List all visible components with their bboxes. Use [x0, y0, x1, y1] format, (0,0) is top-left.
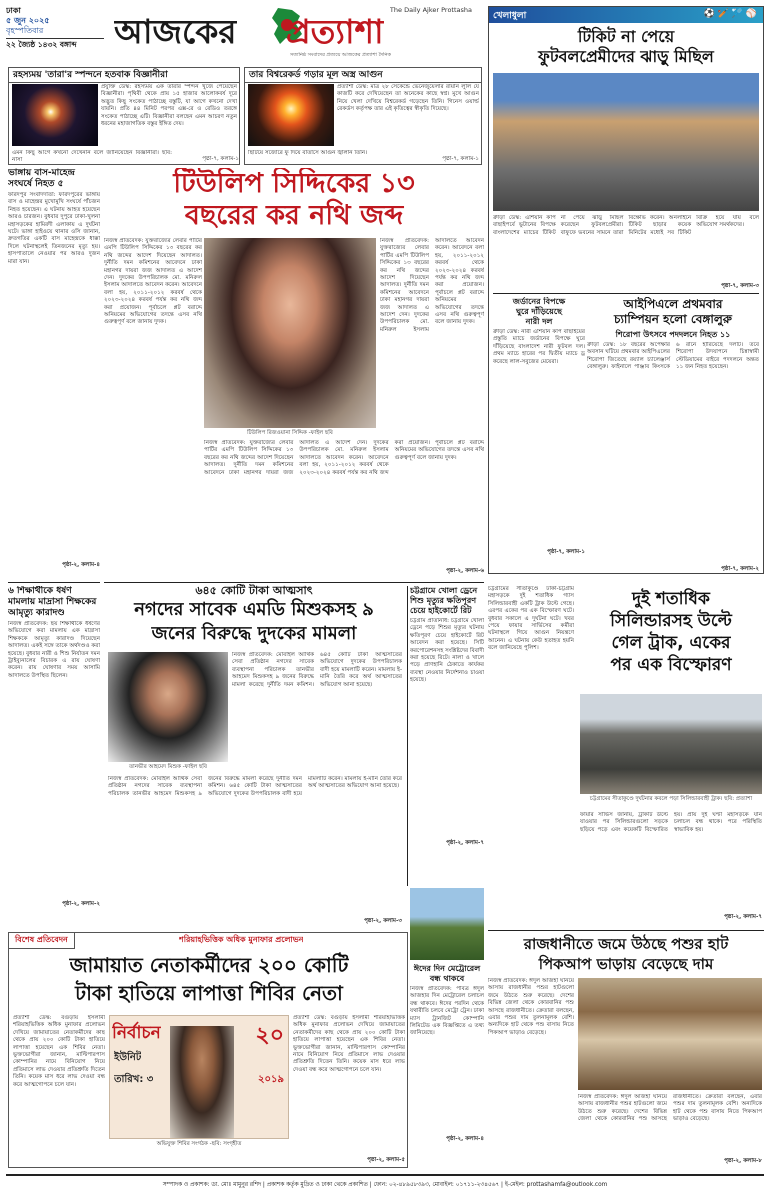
train-divider [407, 586, 408, 886]
truck-headline-line3: গেল ট্রাক, একের [611, 633, 731, 653]
weekday: বৃহস্পতিবার [6, 26, 44, 35]
logo-part2: প্রত্যাশা [286, 12, 384, 51]
jordan-jump: পৃষ্ঠা-৭, কলাম-১ [547, 549, 585, 555]
mishuk-photo [108, 652, 228, 762]
special-kicker: শরিয়াহভিত্তিক অধিক মুনাফার প্রলোভন [179, 935, 304, 944]
special-report [8, 932, 408, 1168]
logo [114, 6, 476, 60]
train-jump: পৃষ্ঠা-২, কলাম-৭ [446, 840, 484, 846]
ipl-subtitle: শিরোপা উৎসবে পদদলনে নিহত ১১ [615, 330, 731, 339]
lead-headline [104, 168, 484, 232]
logo-english: The Daily Ajker Prottasha [389, 6, 472, 14]
mid-story [104, 584, 404, 928]
top-left-story [8, 67, 240, 165]
top-mid-jump: পৃষ্ঠা-৭, কলাম-১ [442, 156, 479, 162]
date-bangla: ২২ জ্যৈষ্ঠ ১৪৩২ বঙ্গাব্দ [6, 38, 104, 50]
ipl-body: ক্রীড়া ডেস্ক: ১৮ বছরের অপেক্ষার অবসান ঘটিয়ে প্রথমবার আইপিএলের শিরোপা জিতেছে রয়্যাল চ্যালেঞ্জার্স বেঙ্গালুরু। ফাইনালে পাঞ্জাব কিংসকে ৬ রানে হারিয়েছে দলটি। তবে শিরোপা উদযাপনে চিন্নাস্বামী স্টেডিয়ামের বাইরে পদদলনে অন্তত ১১ জন নিহত হয়েছেন। [587, 342, 759, 371]
cattle-headline-line2: পিকআপ ভাড়ায় বেড়েছে দাম [538, 955, 714, 973]
left-story-2-title: ৬ শিক্ষার্থীকে ধর্ষণ মামলায় মাদ্রাসা শিক্ষকের আমৃত্যু কারাদণ্ড [8, 586, 97, 618]
eid-metro-jump: পৃষ্ঠা-২, কলাম-৪ [446, 1136, 484, 1142]
ipl-title-line1: আইপিএলে প্রথমবার [623, 297, 723, 311]
top-mid-caption: ছিটিয়ে সজোরে ফুঁ দিয়ে বাতাসে আগুন জ্বালান তিনি। [248, 150, 368, 156]
jordan-title-line3: নারী দল [525, 317, 553, 326]
truck-body-bottom: ফায়ার সার্ভিস জানায়, ট্রাকটি উল্টে যাওয়ার পর সিলিন্ডারগুলো সড়কে ছড়িয়ে পড়ে এবং কয়েকটি বিস্ফোরিত হয়। প্রায় দুই ঘণ্টা মহাসড়কে যান চলাচল বন্ধ থাকে। পরে পরিস্থিতি স্বাভাবিক হয়। [580, 812, 762, 833]
footer-rule [6, 1174, 764, 1176]
ipl-title-line2: চ্যাম্পিয়ন হলো বেঙ্গালুরু [613, 312, 733, 326]
fire-photo [248, 84, 334, 146]
jordan-title-line2: ঘুরে দাঁড়িয়েছে [516, 307, 562, 316]
eid-metro-story [410, 964, 484, 1166]
cattle-body-bottom: নিজস্ব প্রতিবেদক: ঈদুল আজহা ঘনিয়ে আসায় রাজধানীর পশুর হাটগুলো জমে উঠতে শুরু করেছে। দেশের বিভিন্ন জেলা থেকে কোরবানির পশু আসছে রাজধানীতে। ক্রেতারা বলছেন, এবার পশুর দাম তুলনামূলক বেশি। অন্যদিকে হাট থেকে পশু বাসায় নিতে পিকআপ ভাড়াও বেড়েছে। [578, 1094, 762, 1123]
left-story-1-jump: পৃষ্ঠা-২, কলাম-৪ [62, 562, 100, 568]
mid-headline-line2: জনের বিরুদ্ধে দুদকের মামলা [151, 623, 357, 644]
sports-title-line2: ফুটবলপ্রেমীদের ঝাড়ু মিছিল [538, 47, 714, 66]
sports-banner [489, 7, 763, 23]
left-divider [8, 582, 100, 583]
poster-man-photo [170, 1026, 234, 1138]
mid-body-bottom: নিজস্ব প্রতিবেদক: মোবাইল আর্থিক সেবা প্রতিষ্ঠান নগদের সাবেক ব্যবস্থাপনা পরিচালক তানভীর আহমেদ মিশুকসহ ৯ জনের বিরুদ্ধে মামলা করেছে দুর্নীতি দমন কমিশন। ৬৪৫ কোটি টাকা আত্মসাতের অভিযোগে দুদকের উপপরিচালক বাদী হয়ে মামলাটি করেন। মামলায় ই-মানি তৈরি করে অর্থ আত্মসাতের অভিযোগ আনা হয়েছে। [108, 776, 402, 797]
poster-text-1: নির্বাচন [112, 1023, 161, 1043]
truck-body-left: চট্টগ্রামের সীতাকুণ্ডে ঢাকা-চট্টগ্রাম মহাসড়কে দুই শতাধিক গ্যাস সিলিন্ডারবাহী একটি ট্রাক উল্টে গেছে। এরপর একের পর এক বিস্ফোরণ ঘটে। বুধবার সকালে এ দুর্ঘটনা ঘটে। খবর পেয়ে ফায়ার সার্ভিসের কর্মীরা ঘটনাস্থলে গিয়ে আগুন নিয়ন্ত্রণে আনেন। এ ঘটনায় কেউ হতাহত হয়নি বলে জানিয়েছে পুলিশ। [488, 586, 574, 652]
truck-photo [580, 694, 762, 794]
train-story [410, 586, 484, 882]
mid-divider [104, 582, 484, 583]
special-body-right: প্রত্যাশা ডেস্ক: বগুড়ায় ইসলামী শরিয়াহভিত্তিক অধিক মুনাফার প্রলোভন দেখিয়ে জামায়াতের নেতাকর্মীদের কাছ থেকে প্রায় ২০০ কোটি টাকা হাতিয়ে লাপাত্তা হয়েছেন এক শিবির নেতা। ভুক্তভোগীরা জানান, মাল্টিপারপাস কোম্পানির নামে বিনিয়োগ নিয়ে প্রতিমাসে লাভ দেওয়ার প্রতিশ্রুতি দিতেন তিনি। কয়েক মাস ধরে লাভ দেওয়া বন্ধ করে আত্মগোপনে চলে যান। [293, 1015, 405, 1073]
top-mid-story [244, 67, 482, 165]
sports-icons: ⚽ 🏏 🏸 ⚾ [703, 9, 757, 19]
date-english: ৫ জুন ২০২৫ [6, 16, 50, 25]
special-caption: অভিযুক্ত শিবির সংগঠক -ছবি: সংগৃহীত [156, 1141, 242, 1147]
special-jump: পৃষ্ঠা-২, কলাম-৫ [367, 1157, 405, 1163]
truck-headline-line1: দুই শতাধিক [632, 589, 710, 609]
top-mid-body: প্রত্যাশা ডেস্ক: মাত্র ২৮ সেকেন্ডে ভেনেজুয়েলার রায়ান লুলি যে কাজটি করে দেখিয়েছেন তা অনেকের কাছে স্বপ্ন। মুখে আগুন নিয়ে খেলা দেখিয়ে বিশ্বরেকর্ড গড়েছেন তিনি। গিনেস ওয়ার্ল্ড রেকর্ডস কর্তৃপক্ষ তার এই কৃতিত্বের স্বীকৃতি দিয়েছে। [337, 84, 479, 113]
footer-imprint: সম্পাদক ও প্রকাশক: ডা. মোঃ মামুনুর রশিদ | প্রকাশক কর্তৃক মুদ্রিত ও ঢাকা থেকে প্রকাশিত | ফোন: ০২-৪৮৯৫৮৩৯৩, মোবাইল: ০১৭১১-২৩৪৫৬৭ | ই-মেইল: prottashamfa@outlook.com [162, 1182, 608, 1188]
mid-jump: পৃষ্ঠা-২, কলাম-৩ [364, 918, 402, 924]
city: ঢাকা [6, 6, 21, 15]
mishuk-caption: তানভীর আহমেদ মিশুক -ফাইল ছবি [129, 764, 207, 770]
train-body: চট্টগ্রাম প্রতিনিধি: চট্টগ্রামে খোলা ড্রেনে পড়ে শিশুর মৃত্যুর ঘটনায় ক্ষতিপূরণ চেয়ে হাইকোর্টে রিট আবেদন করা হয়েছে। সিটি করপোরেশনসহ সংশ্লিষ্টদের বিবাদী করা হয়েছে রিটে। নালা ও খালে পড়ে প্রাণহানি ঠেকাতে কার্যকর ব্যবস্থা নেওয়ার নির্দেশনাও চাওয়া হয়েছে। [410, 618, 484, 684]
truck-story [488, 584, 764, 928]
logo-part1: আজকের [114, 12, 237, 51]
left-story-2-body: নিজস্ব প্রতিবেদক: ছয় শিক্ষার্থীকে ধর্ষণের অভিযোগে করা মামলায় এক মাদ্রাসা শিক্ষককে আমৃত্যু কারাদণ্ড দিয়েছেন আদালত। একই সঙ্গে তাকে অর্থদণ্ডও করা হয়েছে। বুধবার নারী ও শিশু নির্যাতন দমন ট্রাইব্যুনালের বিচারক এ রায় ঘোষণা করেন। রায় ঘোষণার সময় আসামি আদালতে উপস্থিত ছিলেন। [8, 621, 100, 679]
top-left-caption: এমন কিছু আগে কখনো দেখেননি বলে জানিয়েছেন বিজ্ঞানীরা। ছবি: নাসা [12, 150, 172, 164]
truck-caption: চট্টগ্রামের সীতাকুণ্ডে দুর্ঘটনার কবলে পড়া সিলিন্ডারবাহী ট্রাক। ছবি: প্রত্যাশা [589, 796, 753, 802]
star-photo [12, 84, 98, 146]
lead-jump: পৃষ্ঠা-২, কলাম-৬ [446, 568, 484, 574]
sports-section [488, 6, 764, 574]
jordan-body: ক্রীড়া ডেস্ক: নারী এশিয়ান কাপ বাছাইয়ের প্রস্তুতি ম্যাচে জর্ডানের বিপক্ষে ঘুরে দাঁড়িয়েছে বাংলাদেশ নারী ফুটবল দল। প্রথম ম্যাচে হারের পর দ্বিতীয় ম্যাচে ড্র করেছে লাল-সবুজের মেয়েরা। [493, 329, 585, 365]
eid-metro-body: নিজস্ব প্রতিবেদক: পবিত্র ঈদুল আজহার দিন মেট্রোরেল চলাচল বন্ধ থাকবে। ঈদের পরদিন থেকে যথারীতি চলবে মেট্রো ট্রেন। ঢাকা ম্যাস ট্রানজিট কোম্পানি লিমিটেড এক বিজ্ঞপ্তিতে এ তথ্য জানিয়েছে। [410, 986, 484, 1037]
jordan-title-line1: জর্ডানের বিপক্ষে [512, 297, 566, 306]
special-headline [9, 951, 408, 1011]
masthead [6, 6, 484, 64]
left-story-1-title: ভাঙ্গায় বাস-মাহেন্দ্র সংঘর্ষে নিহত ৫ [8, 168, 75, 189]
poster-text-3: ইউনিট [114, 1052, 142, 1063]
cattle-photo [578, 978, 762, 1090]
left-story-1 [8, 168, 100, 580]
cattle-body-left: নিজস্ব প্রতিবেদক: ঈদুল আজহা ঘনিয়ে আসায় রাজধানীর পশুর হাটগুলো জমে উঠতে শুরু করেছে। দেশের বিভিন্ন জেলা থেকে কোরবানির পশু আসছে রাজধানীতে। ক্রেতারা বলছেন, এবার পশুর দাম তুলনামূলক বেশি। অন্যদিকে হাট থেকে পশু বাসায় নিতে পিকআপ ভাড়াও বেড়েছে। [488, 978, 574, 1036]
eid-metro-title: ঈদের দিন মেট্রোরেল বন্ধ থাকবে [413, 964, 481, 983]
ipl-jump: পৃষ্ঠা-৭, কলাম-২ [721, 566, 759, 571]
poster-text-2: ২০ [255, 1023, 284, 1048]
sports-jump: পৃষ্ঠা-৭, কলাম-৩ [721, 283, 759, 289]
train-title: চট্টগ্রামে খোলা ড্রেনে শিশু মৃত্যুর ক্ষতিপূরণ চেয়ে হাইকোর্টে রিট [410, 586, 478, 615]
lead-body-right: নিজস্ব প্রতিবেদক: যুক্তরাজ্যের লেবার পার্টির এমপি টিউলিপ সিদ্দিকের ১৩ বছরের কর নথি জব্দের আদেশ দিয়েছেন আদালত। দুর্নীতি দমন কমিশনের আবেদনে ঢাকা মহানগর দায়রা জজ আদালত এ আদেশ দেন। দুদকের উপপরিচালক মো. মনিরুল ইসলাম আদালতে আবেদন করেন। আবেদনে বলা হয়, ২০১১-২০১২ করবর্ষ থেকে ২০২৩-২০২৪ করবর্ষ পর্যন্ত কর নথি জব্দ করা প্রয়োজন। পূর্বাচলে প্লট বরাদ্দে অনিয়মের অভিযোগের তদন্তে এসব নথি গুরুত্বপূর্ণ বলে জানায় দুদক। [380, 238, 484, 333]
poster-text-5: ২০১৯ [258, 1074, 284, 1085]
top-mid-title: তার বিশ্বরেকর্ড গড়ার মূল অস্ত্র আগুন [245, 68, 481, 83]
ipl-story [587, 297, 759, 571]
sports-divider-1 [493, 293, 759, 294]
left-story-1-body: ফরিদপুর সংবাদদাতা: ফরিদপুরের ভাঙ্গায় বাস ও মাহেন্দ্রর মুখোমুখি সংঘর্ষে পাঁচজন নিহত হয়েছেন। এ ঘটনায় আহত হয়েছেন আরও চারজন। বুধবার দুপুরে ঢাকা-খুলনা মহাসড়কের হামিরদী এলাকায় এ দুর্ঘটনা ঘটে। ভাঙ্গা হাইওয়ে থানার ওসি জানান, দ্রুতগতির একটি বাস মাহেন্দ্রকে ধাক্কা দিলে ঘটনাস্থলেই তিনজনের মৃত্যু হয়। হাসপাতালে নেওয়ার পর আরও দুজন মারা যান। [8, 192, 100, 265]
cattle-divider [488, 930, 764, 931]
broom-protest-photo [493, 73, 759, 211]
tulip-caption: টিউলিপ রিজওয়ানা সিদ্দিক -ফাইল ছবি [247, 430, 333, 436]
sports-title-line1: টিকিট না পেয়ে [577, 27, 675, 46]
truck-headline [578, 588, 764, 688]
top-left-jump: পৃষ্ঠা-৭, কলাম-১ [202, 156, 239, 162]
special-body-left: প্রত্যাশা ডেস্ক: বগুড়ায় ইসলামী শরিয়াহভিত্তিক অধিক মুনাফার প্রলোভন দেখিয়ে জামায়াতের নেতাকর্মীদের কাছ থেকে প্রায় ২০০ কোটি টাকা হাতিয়ে লাপাত্তা হয়েছেন এক শিবির নেতা। ভুক্তভোগীরা জানান, মাল্টিপারপাস কোম্পানির নামে বিনিয়োগ নিয়ে প্রতিমাসে লাভ দেওয়ার প্রতিশ্রুতি দিতেন তিনি। কয়েক মাস ধরে লাভ দেওয়া বন্ধ করে আত্মগোপনে চলে যান। [13, 1015, 105, 1088]
truck-headline-line4: পর এক বিস্ফোরণ [610, 655, 732, 675]
jordan-story [493, 297, 585, 567]
mid-body-right: নিজস্ব প্রতিবেদক: মোবাইল আর্থিক সেবা প্রতিষ্ঠান নগদের সাবেক ব্যবস্থাপনা পরিচালক তানভীর আহমেদ মিশুকসহ ৯ জনের বিরুদ্ধে মামলা করেছে দুর্নীতি দমন কমিশন। ৬৪৫ কোটি টাকা আত্মসাতের অভিযোগে দুদকের উপপরিচালক বাদী হয়ে মামলাটি করেন। মামলায় ই-মানি তৈরি করে অর্থ আত্মসাতের অভিযোগ আনা হয়েছে। [232, 652, 402, 688]
lead-headline-line2: বছরের কর নথি জব্দ [184, 200, 404, 231]
top-left-title: রহস্যময় 'তারা'র স্পন্দনে হতবাক বিজ্ঞানীরা [9, 68, 239, 83]
sports-label: খেলাধুলা [493, 11, 527, 21]
cattle-headline-line1: রাজধানীতে জমে উঠছে পশুর হাট [523, 935, 729, 953]
special-poster [109, 1015, 289, 1139]
top-left-body: প্রযুক্তি ডেস্ক: রহস্যময় এক তারার স্পন্দন খুঁজে পেয়েছেন বিজ্ঞানীরা। পৃথিবী থেকে প্রায় ১৫ হাজার আলোকবর্ষ দূরে অদ্ভুত কিছু সংকেত পাঠাচ্ছে বস্তুটি, যা আগে কখনো দেখা যায়নি। প্রতি ৪৪ মিনিট পরপর এক্স-রে ও রেডিও তরঙ্গে সংকেত পাঠাচ্ছে এটি। বিজ্ঞানীরা বলছেন এমন আচরণ নতুন ধরনের মহাজাগতিক বস্তুর ইঙ্গিত দেয়। [101, 84, 237, 128]
lead-body-bottom: নিজস্ব প্রতিবেদক: যুক্তরাজ্যের লেবার পার্টির এমপি টিউলিপ সিদ্দিকের ১৩ বছরের কর নথি জব্দের আদেশ দিয়েছেন আদালত। দুর্নীতি দমন কমিশনের আবেদনে ঢাকা মহানগর দায়রা জজ আদালত এ আদেশ দেন। দুদকের উপপরিচালক মো. মনিরুল ইসলাম আদালতে আবেদন করেন। আবেদনে বলা হয়, ২০১১-২০১২ করবর্ষ থেকে ২০২৩-২০২৪ করবর্ষ পর্যন্ত কর নথি জব্দ করা প্রয়োজন। পূর্বাচলে প্লট বরাদ্দে অনিয়মের অভিযোগের তদন্তে এসব নথি গুরুত্বপূর্ণ বলে জানায় দুদক। [204, 440, 484, 476]
special-headline-line1: জামায়াত নেতাকর্মীদের ২০০ কোটি [69, 953, 349, 977]
special-section-label: বিশেষ প্রতিবেদন [9, 933, 75, 949]
poster-text-4: তারিখ: ৩ [114, 1074, 154, 1085]
left-story-2-jump: পৃষ্ঠা-২, কলাম-২ [62, 901, 100, 907]
lead-body-left: নিজস্ব প্রতিবেদক: যুক্তরাজ্যের লেবার পার্টির এমপি টিউলিপ সিদ্দিকের ১৩ বছরের কর নথি জব্দের আদেশ দিয়েছেন আদালত। দুর্নীতি দমন কমিশনের আবেদনে ঢাকা মহানগর দায়রা জজ আদালত এ আদেশ দেন। দুদকের উপপরিচালক মো. মনিরুল ইসলাম আদালতে আবেদন করেন। আবেদনে বলা হয়, ২০১১-২০১২ করবর্ষ থেকে ২০২৩-২০২৪ করবর্ষ পর্যন্ত কর নথি জব্দ করা প্রয়োজন। পূর্বাচলে প্লট বরাদ্দে অনিয়মের অভিযোগের তদন্তে এসব নথি গুরুত্বপূর্ণ বলে জানায় দুদক। [104, 238, 202, 326]
cattle-jump: পৃষ্ঠা-২, কলাম-৮ [724, 1158, 762, 1164]
tulip-photo [204, 238, 376, 428]
special-headline-line2: টাকা হাতিয়ে লাপাত্তা শিবির নেতা [75, 981, 343, 1005]
lead-headline-line1: টিউলিপ সিদ্দিকের ১৩ [173, 168, 415, 199]
date-box [6, 6, 104, 58]
tagline: সত্যনিষ্ঠ সংবাদের প্রত্যয়ে আজকের প্রত্যাশা দৈনিক [290, 52, 392, 58]
train-photo [410, 888, 484, 960]
cattle-story [488, 934, 764, 1168]
sports-body: ক্রীড়া ডেস্ক: এশিয়ান কাপ বাছাইপর্বে ভুটানের বিপক্ষে বাংলাদেশের ম্যাচের টিকিট না পেয়ে ঝাড়ু মিছিল করেছেন ফুটবলপ্রেমীরা। বাফুফে ভবনের সামনে তারা বিক্ষোভ করেন। অনলাইনে টিকিট ছাড়ার কয়েক মিনিটের মধ্যেই সব টিকিট বিক্রি হয়ে যায় বলে অভিযোগ সমর্থকদের। [493, 215, 759, 236]
left-story-2 [8, 586, 100, 926]
mid-headline-line1: নগদের সাবেক এমডি মিশুকসহ ৯ [134, 599, 374, 620]
mid-kicker: ৬৪৫ কোটি টাকা আত্মসাৎ [195, 584, 313, 597]
truck-headline-line2: সিলিন্ডারসহ উল্টে [610, 611, 732, 631]
truck-jump: পৃষ্ঠা-২, কলাম-৭ [724, 914, 762, 920]
